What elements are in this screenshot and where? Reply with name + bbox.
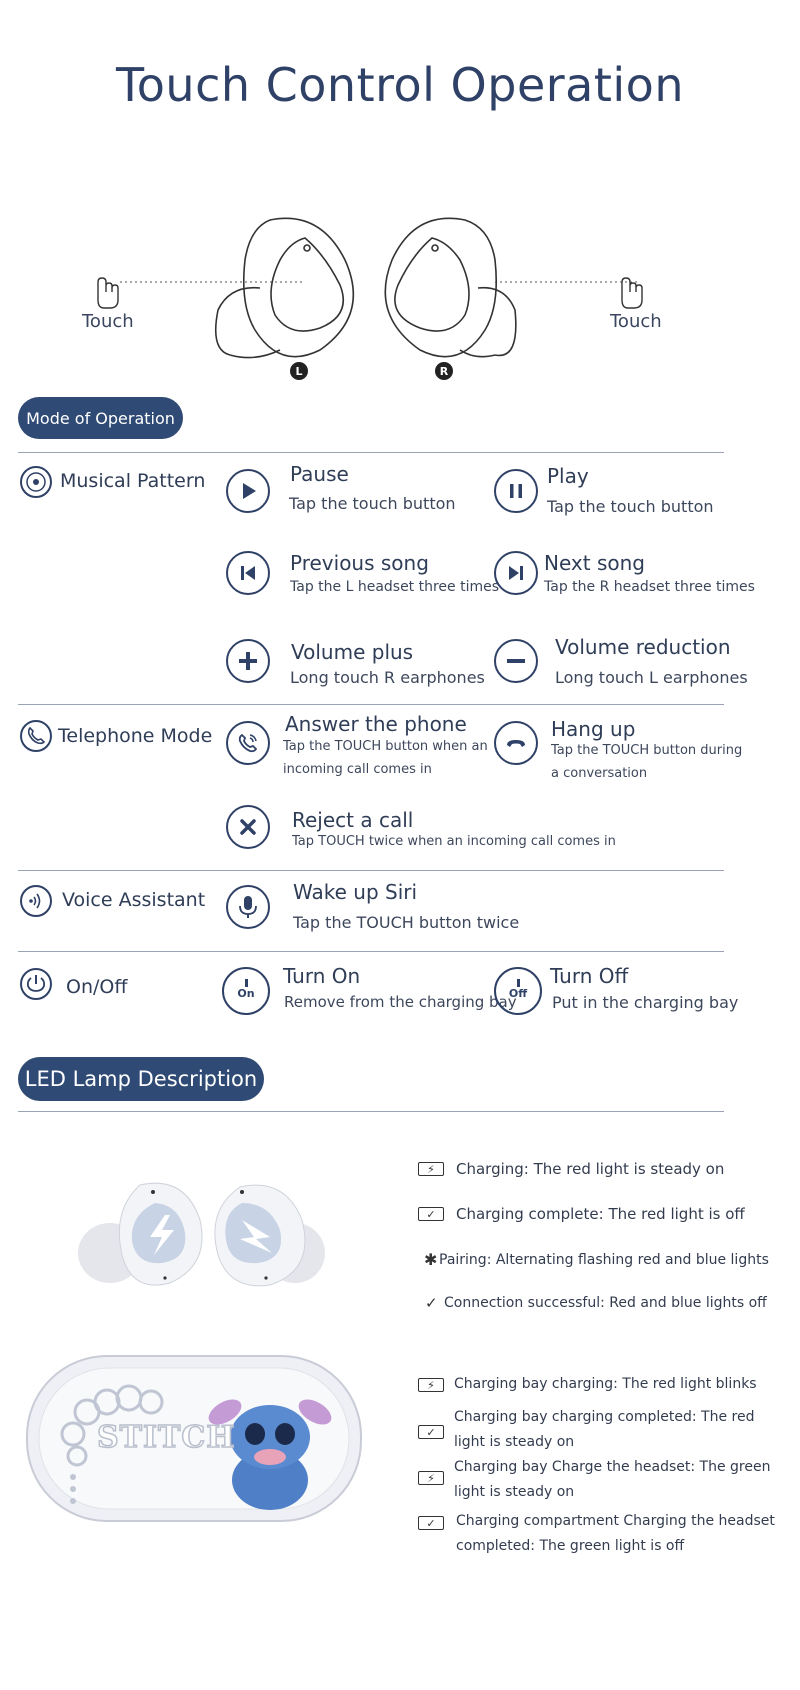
case-light-3-line2: light is steady on: [454, 1484, 575, 1500]
next-song-title: Next song: [544, 551, 645, 575]
telephone-icon: [19, 719, 53, 757]
earbud-light-charging-complete: Charging complete: The red light is off: [456, 1205, 745, 1223]
pause-icon: [494, 469, 538, 513]
right-marker-label: R: [439, 364, 449, 378]
music-disc-icon: [19, 465, 53, 503]
answer-call-icon: [226, 721, 270, 765]
divider: [18, 870, 724, 871]
previous-icon: [226, 551, 270, 595]
volume-reduction-desc: Long touch L earphones: [555, 668, 748, 687]
power-on-icon: [222, 967, 270, 1015]
case-charge-headset-icon: ⚡: [418, 1471, 444, 1485]
divider: [18, 951, 724, 952]
turn-on-desc: Remove from the charging bay: [284, 993, 517, 1011]
answer-phone-desc-2: incoming call comes in: [283, 762, 432, 777]
case-charged-icon: ✓: [418, 1425, 444, 1439]
divider: [18, 1111, 724, 1112]
hang-up-title: Hang up: [551, 717, 636, 741]
power-off-badge: Off: [508, 986, 528, 1000]
divider: [18, 452, 724, 453]
hang-up-desc-1: Tap the TOUCH button during: [551, 743, 743, 758]
voice-assistant-icon: [19, 884, 53, 922]
earbuds-outline: [80, 210, 720, 390]
divider: [18, 704, 724, 705]
power-on-badge: On: [237, 986, 255, 1000]
case-light-4-line1: Charging compartment Charging the headset: [456, 1513, 775, 1529]
touch-label-right: Touch: [610, 311, 662, 332]
case-light-3-line1: Charging bay Charge the headset: The green: [454, 1459, 771, 1475]
mode-of-operation-label: Mode of Operation: [26, 408, 175, 428]
turn-off-title: Turn Off: [550, 964, 629, 988]
next-icon: [494, 551, 538, 595]
hang-up-icon: [494, 721, 538, 765]
left-marker: [290, 362, 308, 380]
voice-assistant-label: Voice Assistant: [62, 889, 206, 911]
charging-battery-icon: ⚡: [418, 1162, 444, 1176]
microphone-icon: [226, 885, 270, 929]
mode-of-operation-header: [18, 397, 183, 439]
earbuds-diagram: [80, 210, 720, 390]
pause-desc: Tap the touch button: [289, 494, 456, 513]
page-title: Touch Control Operation: [116, 58, 684, 112]
reject-call-icon: [226, 805, 270, 849]
musical-pattern-label: Musical Pattern: [60, 470, 206, 492]
minus-icon: [494, 639, 538, 683]
play-title: Play: [547, 464, 589, 488]
led-lamp-header: [18, 1057, 264, 1101]
play-desc: Tap the touch button: [547, 497, 714, 516]
left-marker-label: L: [295, 364, 303, 378]
earbud-light-charging: Charging: The red light is steady on: [456, 1160, 725, 1178]
previous-song-title: Previous song: [290, 551, 429, 575]
plus-icon: [226, 639, 270, 683]
volume-reduction-title: Volume reduction: [555, 635, 731, 659]
power-icon: [19, 967, 53, 1005]
pause-title: Pause: [290, 462, 349, 486]
answer-phone-title: Answer the phone: [285, 712, 467, 736]
next-song-desc: Tap the R headset three times: [544, 579, 755, 595]
telephone-mode-label: Telephone Mode: [58, 725, 213, 747]
wake-siri-desc: Tap the TOUCH button twice: [293, 913, 520, 932]
previous-song-desc: Tap the L headset three times: [290, 579, 500, 595]
earbud-light-connected: Connection successful: Red and blue lights off: [444, 1295, 767, 1311]
case-brand-logo: STITCH: [97, 1420, 236, 1455]
hang-up-desc-2: a conversation: [551, 766, 648, 781]
touch-label-left: Touch: [82, 311, 134, 332]
play-icon: [226, 469, 270, 513]
case-light-4-line2: completed: The green light is off: [456, 1538, 685, 1554]
turn-on-title: Turn On: [283, 964, 361, 988]
case-light-2-line1: Charging bay charging completed: The red: [454, 1409, 755, 1425]
reject-call-title: Reject a call: [292, 808, 414, 832]
on-off-label: On/Off: [66, 976, 128, 998]
volume-plus-desc: Long touch R earphones: [290, 668, 485, 687]
answer-phone-desc-1: Tap the TOUCH button when an: [283, 739, 488, 754]
reject-call-desc: Tap TOUCH twice when an incoming call comes in: [292, 834, 616, 849]
case-charging-icon: ⚡: [418, 1378, 444, 1392]
led-lamp-header-label: LED Lamp Description: [24, 1067, 258, 1091]
power-off-icon: [494, 967, 542, 1015]
case-light-1: Charging bay charging: The red light blinks: [454, 1376, 757, 1392]
case-headset-charged-icon: ✓: [418, 1516, 444, 1530]
right-marker: [435, 362, 453, 380]
earbuds-product-image: [70, 1175, 330, 1295]
volume-plus-title: Volume plus: [291, 640, 414, 664]
turn-off-desc: Put in the charging bay: [552, 993, 739, 1012]
check-icon: ✓: [425, 1294, 438, 1312]
wake-siri-title: Wake up Siri: [293, 880, 418, 904]
charged-battery-icon: ✓: [418, 1207, 444, 1221]
bluetooth-icon: ✱: [424, 1250, 438, 1269]
earbud-light-pairing: Pairing: Alternating flashing red and blue lights: [439, 1252, 769, 1268]
case-light-2-line2: light is steady on: [454, 1434, 575, 1450]
